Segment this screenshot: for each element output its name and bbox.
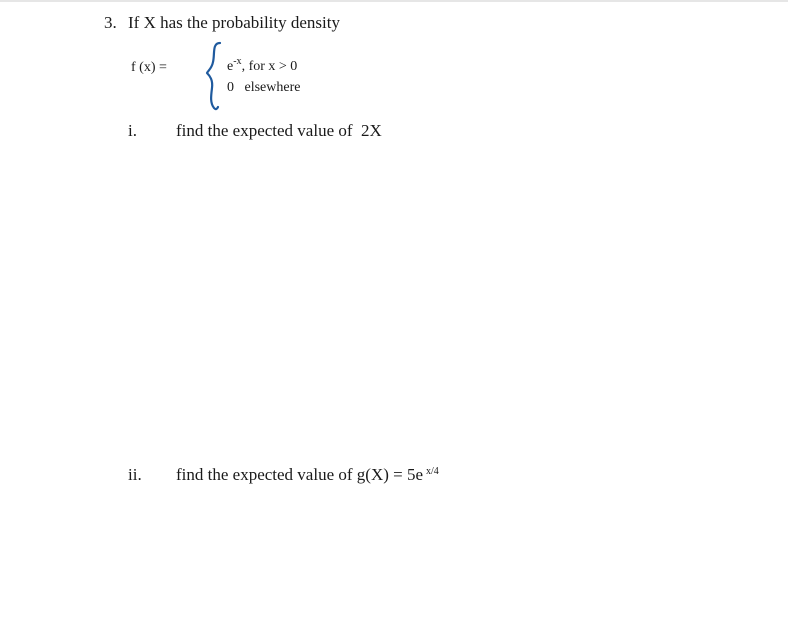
part-i-text: find the expected value of 2X [176,121,382,140]
part-ii-exponent: x/4 [426,466,439,477]
density-lhs: f (x) = [131,60,167,75]
part-ii-label: ii. [128,465,142,484]
question-text: If X has the probability density [128,13,340,32]
part-ii-text [176,465,439,485]
case1-base: e [227,59,234,74]
page-top-border [0,0,788,2]
curly-brace-icon [204,40,224,112]
density-case-elsewhere: 0 elsewhere [227,80,301,95]
case1-condition: , for x > 0 [241,59,298,74]
question-number: 3. [104,13,117,32]
case1-exponent: -x [233,56,242,67]
part-i-label: i. [128,121,137,140]
part-ii-main: find the expected value of g(X) = 5e [176,465,424,484]
density-case-positive [227,57,297,77]
